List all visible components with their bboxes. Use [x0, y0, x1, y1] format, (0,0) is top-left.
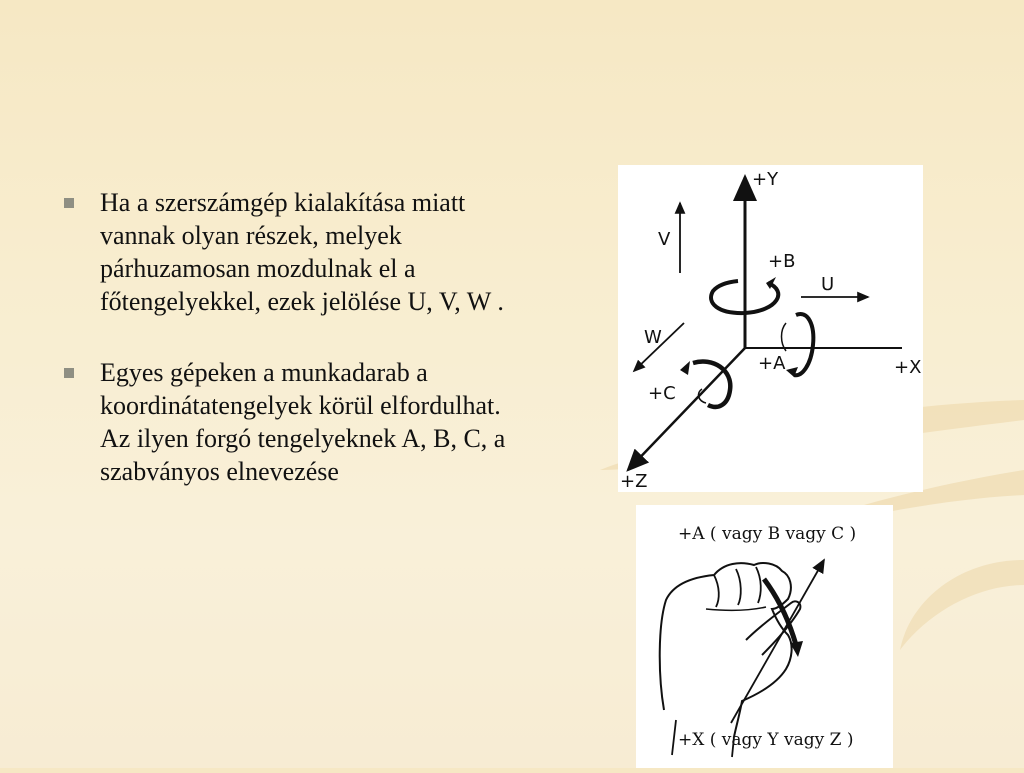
axes-diagram-svg: [618, 165, 923, 492]
bullet-text: Ha a szerszámgép kialakítása miatt vannak olyan részek, melyek párhuzamosan mozdulnak el a főtengelyekkel, ezek jelölése U, V, W .: [100, 188, 504, 316]
bullet-list: [62, 186, 512, 526]
bullet-square-icon: [64, 198, 74, 208]
label-plus-c: +C: [648, 383, 676, 404]
hand-bottom-label: +X ( vagy Y vagy Z ): [678, 730, 854, 750]
bullet-text: Egyes gépeken a munkadarab a koordinátatengelyek körül elfordulhat. Az ilyen forgó tengelyeknek A, B, C, a szabványos elnevezése: [100, 358, 506, 486]
right-hand-rule-diagram: [636, 505, 893, 768]
label-u: U: [821, 274, 835, 295]
bullet-item: [62, 356, 512, 488]
thumb-axis-arrow: [731, 560, 824, 723]
label-plus-x: +X: [894, 357, 922, 378]
axes-diagram: [618, 165, 923, 492]
label-plus-a: +A: [758, 353, 786, 374]
bullet-square-icon: [64, 368, 74, 378]
a-rotation-arrow: [794, 314, 813, 375]
label-plus-b: +B: [768, 251, 796, 272]
hand-diagram-svg: [636, 505, 893, 768]
label-v: V: [658, 229, 671, 250]
label-plus-y: +Y: [752, 169, 779, 190]
bullet-item: [62, 186, 512, 318]
label-plus-z: +Z: [620, 471, 648, 492]
label-w: W: [644, 327, 662, 348]
hand-top-label: +A ( vagy B vagy C ): [678, 524, 857, 544]
